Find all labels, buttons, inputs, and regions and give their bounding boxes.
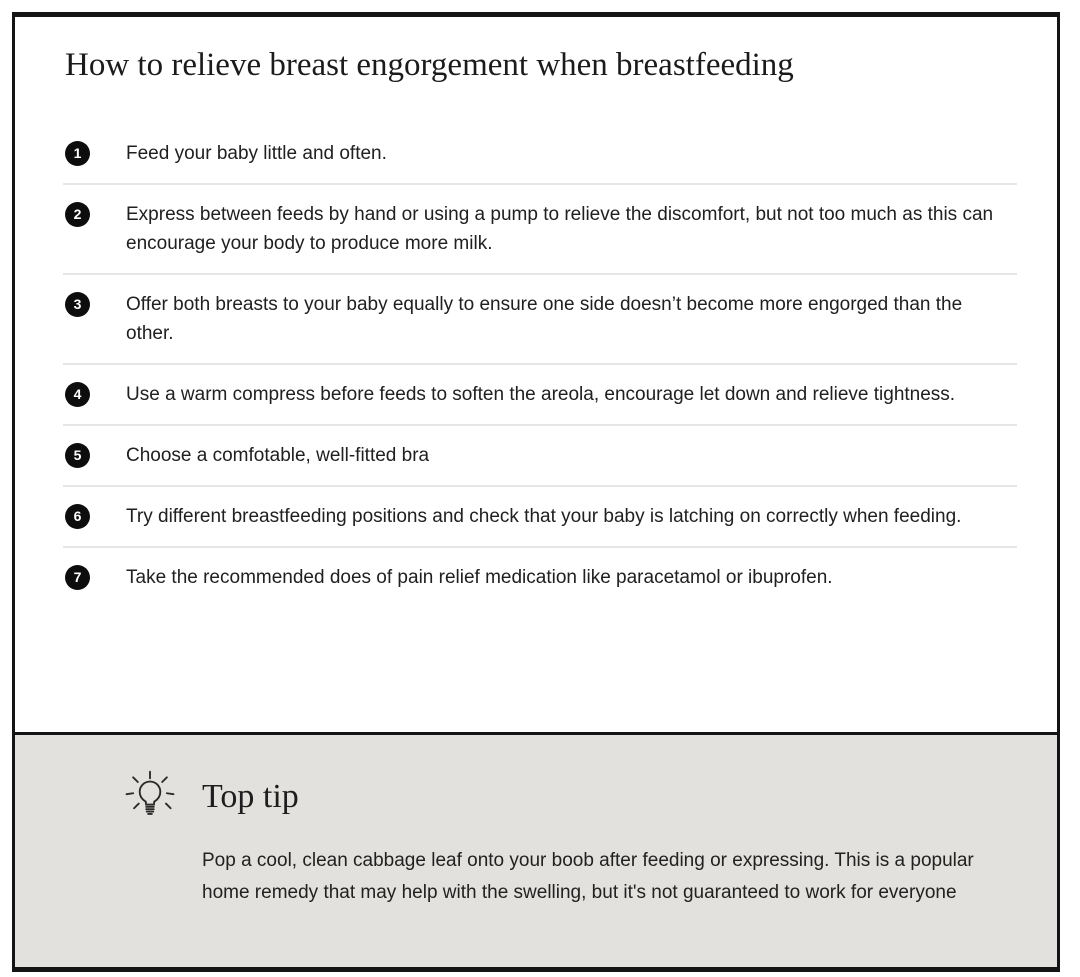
top-tip-body: Pop a cool, clean cabbage leaf onto your boob after feeding or expressing. This is a popular home remedy that may help with the swelling, but it's not guaranteed to work for everyone <box>202 850 974 903</box>
steps-list <box>63 124 1017 607</box>
list-item <box>63 546 1017 607</box>
top-tip-heading: Top tip <box>202 778 299 815</box>
step-text: Offer both breasts to your baby equally to ensure one side doesn’t become more engorged than the other. <box>126 294 963 344</box>
step-text: Use a warm compress before feeds to soften the areola, encourage let down and relieve tightness. <box>126 384 956 405</box>
step-number-badge: 1 <box>65 141 90 166</box>
step-text: Try different breastfeeding positions and check that your baby is latching on correctly when feeding. <box>126 506 962 527</box>
steps-section <box>15 17 1057 732</box>
top-tip-header <box>120 767 1002 827</box>
step-number-badge: 4 <box>65 382 90 407</box>
list-item <box>63 183 1017 273</box>
step-number-badge: 3 <box>65 292 90 317</box>
step-text: Take the recommended does of pain relief medication like paracetamol or ibuprofen. <box>126 567 833 588</box>
step-number-badge: 6 <box>65 504 90 529</box>
infographic-card <box>12 12 1060 972</box>
top-tip-section <box>15 735 1057 967</box>
page-title: How to relieve breast engorgement when breastfeeding <box>65 47 794 83</box>
step-number-badge: 2 <box>65 202 90 227</box>
list-item <box>63 485 1017 546</box>
step-number-badge: 7 <box>65 565 90 590</box>
list-item <box>63 273 1017 363</box>
step-number-badge: 5 <box>65 443 90 468</box>
list-item <box>63 363 1017 424</box>
list-item <box>63 424 1017 485</box>
step-text: Express between feeds by hand or using a pump to relieve the discomfort, but not too much as this can encourage your body to produce more milk. <box>126 204 994 254</box>
step-text: Feed your baby little and often. <box>126 143 387 164</box>
lightbulb-icon <box>120 767 180 827</box>
list-item <box>63 124 1017 183</box>
step-text: Choose a comfotable, well-fitted bra <box>126 445 430 466</box>
